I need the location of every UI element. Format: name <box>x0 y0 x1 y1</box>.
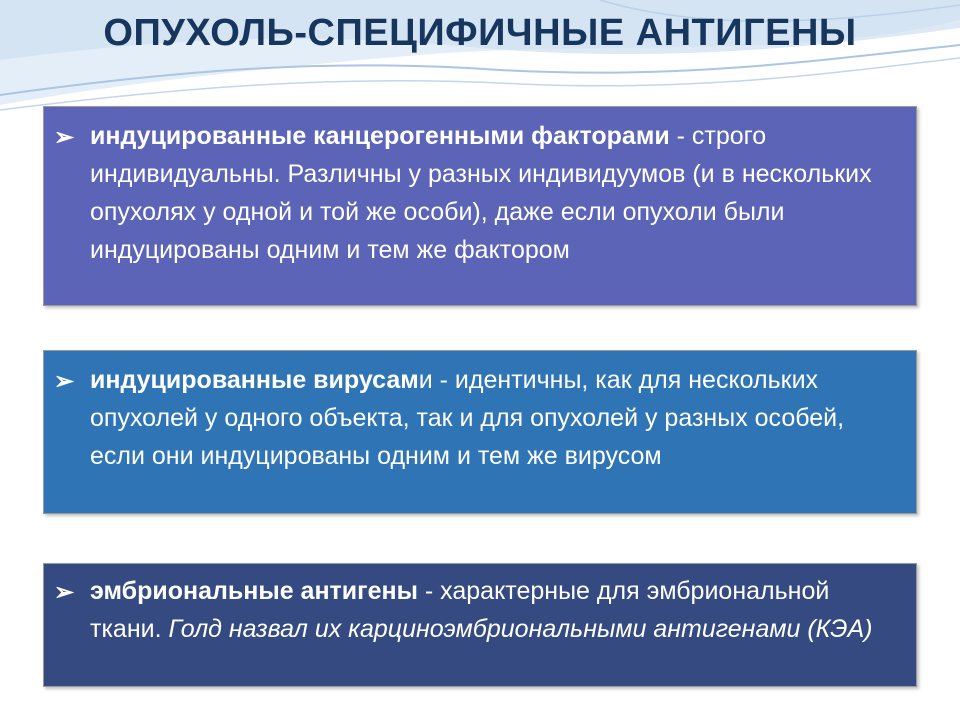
item-heading: индуцированные канцерогенными факторами <box>90 122 670 150</box>
page-title: ОПУХОЛЬ-СПЕЦИФИЧНЫЕ АНТИГЕНЫ <box>103 12 857 54</box>
antigen-box-virus <box>43 350 917 514</box>
item-heading: индуцированные вирусам <box>90 366 419 394</box>
item-text: - характерные для эмбриональной ткани. <box>90 577 830 643</box>
item-italic-text: Голд назвал их карциноэмбриональными антигенами (КЭА) <box>168 615 873 643</box>
item-text: - строго индивидуальны. Различны у разных индивидуумов (и в нескольких опухолях у одной и той же особи), даже если опухоли были индуцированы одним и тем же фактором <box>90 122 872 264</box>
arrow-bullet-icon: ➢ <box>54 368 75 395</box>
item-text: и - идентичны, как для нескольких опухолей у одного объекта, так и для опухолей у разных особей, если они индуцированы одним и тем же вирусом <box>90 366 845 470</box>
item-heading: эмбриональные антигены <box>90 577 418 605</box>
antigen-box-embryonic <box>43 563 917 687</box>
antigen-box-carcinogen <box>43 106 917 306</box>
arrow-bullet-icon: ➢ <box>54 124 75 151</box>
arrow-bullet-icon: ➢ <box>54 579 75 606</box>
